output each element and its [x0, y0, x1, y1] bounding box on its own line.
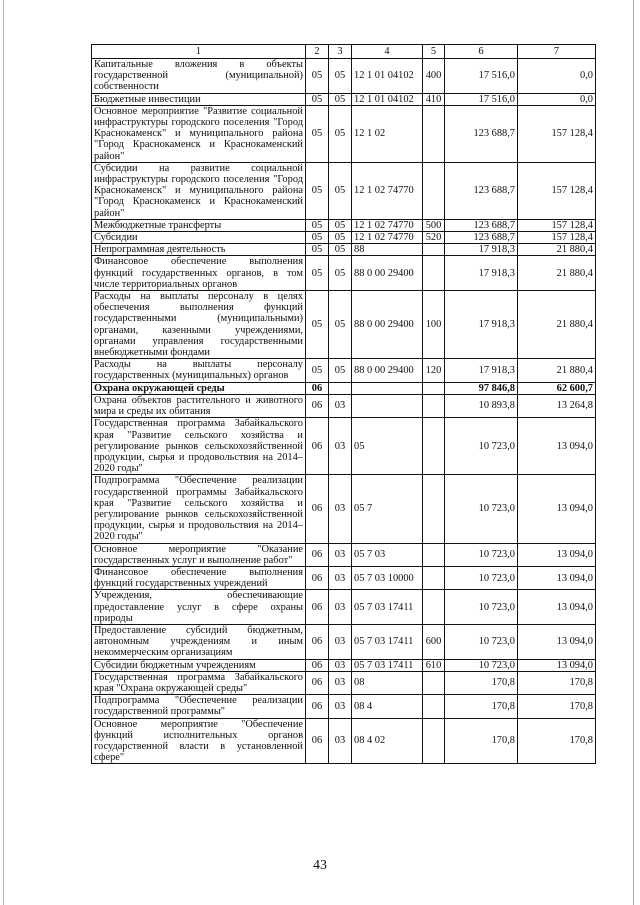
target-article-cell: 05 7 03 — [352, 543, 423, 566]
table-row — [92, 590, 596, 625]
section-code-cell: 06 — [306, 543, 329, 566]
target-article-cell: 12 1 02 — [352, 105, 423, 162]
target-article-cell: 05 7 — [352, 475, 423, 543]
expense-type-cell: 520 — [423, 232, 445, 244]
target-article-cell: 08 — [352, 671, 423, 694]
target-article-cell: 88 0 00 29400 — [352, 256, 423, 291]
expense-type-cell: 400 — [423, 59, 445, 94]
amount-year1-cell: 170,8 — [445, 718, 518, 764]
row-name-cell: Государственная программа Забайкальского края "Развитие сельского хозяйства и регулирование рынков сельскохозяйственной продукции, сырья и продовольствия на 2014–2020 годы" — [92, 418, 306, 475]
table-row — [92, 659, 596, 671]
amount-year2-cell: 13 094,0 — [518, 566, 596, 589]
expense-type-cell — [423, 671, 445, 694]
header-cell-1: 1 — [92, 45, 306, 59]
amount-year2-cell: 157 128,4 — [518, 105, 596, 162]
amount-year2-cell: 13 094,0 — [518, 659, 596, 671]
amount-year1-cell: 123 688,7 — [445, 232, 518, 244]
table-row — [92, 244, 596, 256]
target-article-cell: 12 1 02 74770 — [352, 162, 423, 219]
subsection-code-cell: 03 — [329, 624, 352, 659]
section-code-cell: 06 — [306, 695, 329, 718]
amount-year2-cell: 170,8 — [518, 671, 596, 694]
row-name-cell: Предоставление субсидий бюджетным, автономным учреждениям и иным некоммерческим организациям — [92, 624, 306, 659]
subsection-code-cell: 05 — [329, 359, 352, 382]
expense-type-cell: 410 — [423, 93, 445, 105]
amount-year1-cell: 17 516,0 — [445, 59, 518, 94]
section-code-cell: 05 — [306, 232, 329, 244]
section-code-cell: 05 — [306, 162, 329, 219]
header-cell-2: 2 — [306, 45, 329, 59]
expense-type-cell — [423, 418, 445, 475]
subsection-code-cell: 03 — [329, 590, 352, 625]
amount-year1-cell: 123 688,7 — [445, 219, 518, 231]
amount-year2-cell: 13 094,0 — [518, 475, 596, 543]
amount-year1-cell: 97 846,8 — [445, 382, 518, 394]
expense-type-cell — [423, 695, 445, 718]
subsection-code-cell — [329, 382, 352, 394]
expense-type-cell: 500 — [423, 219, 445, 231]
target-article-cell: 12 1 01 04102 — [352, 59, 423, 94]
header-row — [92, 45, 596, 59]
header-cell-4: 4 — [352, 45, 423, 59]
section-code-cell: 06 — [306, 475, 329, 543]
amount-year1-cell: 17 918,3 — [445, 244, 518, 256]
table-row — [92, 418, 596, 475]
subsection-code-cell: 03 — [329, 475, 352, 543]
amount-year1-cell: 10 723,0 — [445, 590, 518, 625]
row-name-cell: Расходы на выплаты персоналу в целях обеспечения выполнения функций государственными (муниципальными) органами, казенными учреждениями, органами управления государственными внебюджетными фондами — [92, 291, 306, 359]
target-article-cell: 88 0 00 29400 — [352, 291, 423, 359]
table-row — [92, 219, 596, 231]
table-row — [92, 382, 596, 394]
amount-year2-cell: 13 094,0 — [518, 543, 596, 566]
amount-year1-cell: 10 723,0 — [445, 475, 518, 543]
amount-year2-cell: 13 094,0 — [518, 590, 596, 625]
subsection-code-cell: 05 — [329, 256, 352, 291]
amount-year1-cell: 17 918,3 — [445, 256, 518, 291]
header-cell-7: 7 — [518, 45, 596, 59]
scan-edge-left — [3, 0, 4, 905]
amount-year2-cell: 157 128,4 — [518, 232, 596, 244]
subsection-code-cell: 05 — [329, 232, 352, 244]
expense-type-cell — [423, 256, 445, 291]
amount-year2-cell: 157 128,4 — [518, 219, 596, 231]
section-code-cell: 06 — [306, 659, 329, 671]
row-name-cell: Основное мероприятие "Оказание государственных услуг и выполнение работ" — [92, 543, 306, 566]
section-code-cell: 05 — [306, 291, 329, 359]
amount-year2-cell: 13 264,8 — [518, 394, 596, 417]
header-cell-3: 3 — [329, 45, 352, 59]
amount-year2-cell: 13 094,0 — [518, 624, 596, 659]
amount-year1-cell: 123 688,7 — [445, 105, 518, 162]
expense-type-cell — [423, 244, 445, 256]
subsection-code-cell: 03 — [329, 418, 352, 475]
table-row — [92, 394, 596, 417]
expense-type-cell — [423, 590, 445, 625]
row-name-cell: Подпрограмма "Обеспечение реализации государственной программы" — [92, 695, 306, 718]
target-article-cell: 05 — [352, 418, 423, 475]
subsection-code-cell: 03 — [329, 659, 352, 671]
amount-year2-cell: 170,8 — [518, 695, 596, 718]
table-row — [92, 291, 596, 359]
amount-year2-cell: 21 880,4 — [518, 244, 596, 256]
amount-year1-cell: 17 918,3 — [445, 291, 518, 359]
expense-type-cell: 100 — [423, 291, 445, 359]
amount-year1-cell: 17 516,0 — [445, 93, 518, 105]
amount-year1-cell: 170,8 — [445, 671, 518, 694]
section-code-cell: 05 — [306, 359, 329, 382]
subsection-code-cell: 03 — [329, 695, 352, 718]
expense-type-cell: 120 — [423, 359, 445, 382]
table-row — [92, 718, 596, 764]
target-article-cell: 05 7 03 10000 — [352, 566, 423, 589]
row-name-cell: Финансовое обеспечение выполнения функций государственных органов, в том числе территориальных органов — [92, 256, 306, 291]
target-article-cell: 88 0 00 29400 — [352, 359, 423, 382]
table-row — [92, 105, 596, 162]
section-code-cell: 05 — [306, 219, 329, 231]
amount-year2-cell: 62 600,7 — [518, 382, 596, 394]
amount-year2-cell: 21 880,4 — [518, 291, 596, 359]
amount-year2-cell: 13 094,0 — [518, 418, 596, 475]
subsection-code-cell: 03 — [329, 671, 352, 694]
subsection-code-cell: 05 — [329, 59, 352, 94]
row-name-cell: Государственная программа Забайкальского края "Охрана окружающей среды" — [92, 671, 306, 694]
row-name-cell: Охрана объектов растительного и животного мира и среды их обитания — [92, 394, 306, 417]
section-code-cell: 05 — [306, 256, 329, 291]
amount-year1-cell: 10 723,0 — [445, 418, 518, 475]
header-cell-6: 6 — [445, 45, 518, 59]
amount-year2-cell: 0,0 — [518, 59, 596, 94]
table-row — [92, 93, 596, 105]
row-name-cell: Бюджетные инвестиции — [92, 93, 306, 105]
table-row — [92, 624, 596, 659]
target-article-cell: 12 1 02 74770 — [352, 232, 423, 244]
amount-year1-cell: 10 893,8 — [445, 394, 518, 417]
subsection-code-cell: 05 — [329, 244, 352, 256]
amount-year1-cell: 10 723,0 — [445, 566, 518, 589]
amount-year1-cell: 123 688,7 — [445, 162, 518, 219]
amount-year2-cell: 0,0 — [518, 93, 596, 105]
amount-year2-cell: 21 880,4 — [518, 359, 596, 382]
row-name-cell: Основное мероприятие "Развитие социальной инфраструктуры городского поселения "Город Краснокаменск" и муниципального района "Город Краснокаменск и Краснокаменский район" — [92, 105, 306, 162]
row-name-cell: Основное мероприятие "Обеспечение функций исполнительных органов государственной власти в установленной сфере" — [92, 718, 306, 764]
section-code-cell: 05 — [306, 93, 329, 105]
table-row — [92, 695, 596, 718]
amount-year1-cell: 10 723,0 — [445, 624, 518, 659]
expense-type-cell — [423, 543, 445, 566]
table-row — [92, 232, 596, 244]
row-name-cell: Межбюджетные трансферты — [92, 219, 306, 231]
amount-year2-cell: 157 128,4 — [518, 162, 596, 219]
target-article-cell: 88 — [352, 244, 423, 256]
target-article-cell: 12 1 02 74770 — [352, 219, 423, 231]
row-name-cell: Финансовое обеспечение выполнения функций государственных учреждений — [92, 566, 306, 589]
subsection-code-cell: 05 — [329, 219, 352, 231]
target-article-cell — [352, 394, 423, 417]
subsection-code-cell: 05 — [329, 93, 352, 105]
amount-year1-cell: 10 723,0 — [445, 543, 518, 566]
expense-type-cell — [423, 105, 445, 162]
table-row — [92, 256, 596, 291]
row-name-cell: Субсидии бюджетным учреждениям — [92, 659, 306, 671]
expense-type-cell: 600 — [423, 624, 445, 659]
expense-type-cell: 610 — [423, 659, 445, 671]
subsection-code-cell: 05 — [329, 105, 352, 162]
table-row — [92, 359, 596, 382]
row-name-cell: Подпрограмма "Обеспечение реализации государственной программы Забайкальского края "Развитие сельского хозяйства и регулирование рынков сельскохозяйственной продукции, сырья и продовольствия на 2014–2020 годы" — [92, 475, 306, 543]
amount-year1-cell: 17 918,3 — [445, 359, 518, 382]
target-article-cell: 05 7 03 17411 — [352, 590, 423, 625]
subsection-code-cell: 03 — [329, 394, 352, 417]
subsection-code-cell: 03 — [329, 718, 352, 764]
target-article-cell: 05 7 03 17411 — [352, 624, 423, 659]
table-row — [92, 162, 596, 219]
amount-year1-cell: 10 723,0 — [445, 659, 518, 671]
section-code-cell: 06 — [306, 418, 329, 475]
row-name-cell: Охрана окружающей среды — [92, 382, 306, 394]
section-code-cell: 06 — [306, 590, 329, 625]
row-name-cell: Расходы на выплаты персоналу государственных (муниципальных) органов — [92, 359, 306, 382]
page-number: 43 — [313, 858, 327, 873]
subsection-code-cell: 05 — [329, 291, 352, 359]
scan-edge-right — [633, 0, 634, 905]
section-code-cell: 06 — [306, 566, 329, 589]
table-row — [92, 59, 596, 94]
expense-type-cell — [423, 394, 445, 417]
target-article-cell: 12 1 01 04102 — [352, 93, 423, 105]
table-body — [92, 59, 596, 764]
budget-table — [91, 44, 596, 764]
target-article-cell: 08 4 — [352, 695, 423, 718]
row-name-cell: Непрограммная деятельность — [92, 244, 306, 256]
amount-year1-cell: 170,8 — [445, 695, 518, 718]
expense-type-cell — [423, 718, 445, 764]
target-article-cell: 08 4 02 — [352, 718, 423, 764]
expense-type-cell — [423, 162, 445, 219]
table-row — [92, 671, 596, 694]
target-article-cell: 05 7 03 17411 — [352, 659, 423, 671]
subsection-code-cell: 03 — [329, 543, 352, 566]
section-code-cell: 05 — [306, 244, 329, 256]
row-name-cell: Субсидии на развитие социальной инфраструктуры городского поселения "Город Краснокаменск" и муниципального района "Город Краснокаменск и Краснокаменский район" — [92, 162, 306, 219]
section-code-cell: 06 — [306, 624, 329, 659]
row-name-cell: Учреждения, обеспечивающие предоставление услуг в сфере охраны природы — [92, 590, 306, 625]
header-cell-5: 5 — [423, 45, 445, 59]
row-name-cell: Капитальные вложения в объекты государственной (муниципальной) собственности — [92, 59, 306, 94]
section-code-cell: 06 — [306, 382, 329, 394]
section-code-cell: 06 — [306, 394, 329, 417]
amount-year2-cell: 21 880,4 — [518, 256, 596, 291]
expense-type-cell — [423, 566, 445, 589]
table-row — [92, 475, 596, 543]
section-code-cell: 06 — [306, 671, 329, 694]
expense-type-cell — [423, 382, 445, 394]
amount-year2-cell: 170,8 — [518, 718, 596, 764]
expense-type-cell — [423, 475, 445, 543]
table-row — [92, 543, 596, 566]
section-code-cell: 06 — [306, 718, 329, 764]
section-code-cell: 05 — [306, 105, 329, 162]
subsection-code-cell: 05 — [329, 162, 352, 219]
table-row — [92, 566, 596, 589]
target-article-cell — [352, 382, 423, 394]
subsection-code-cell: 03 — [329, 566, 352, 589]
row-name-cell: Субсидии — [92, 232, 306, 244]
section-code-cell: 05 — [306, 59, 329, 94]
